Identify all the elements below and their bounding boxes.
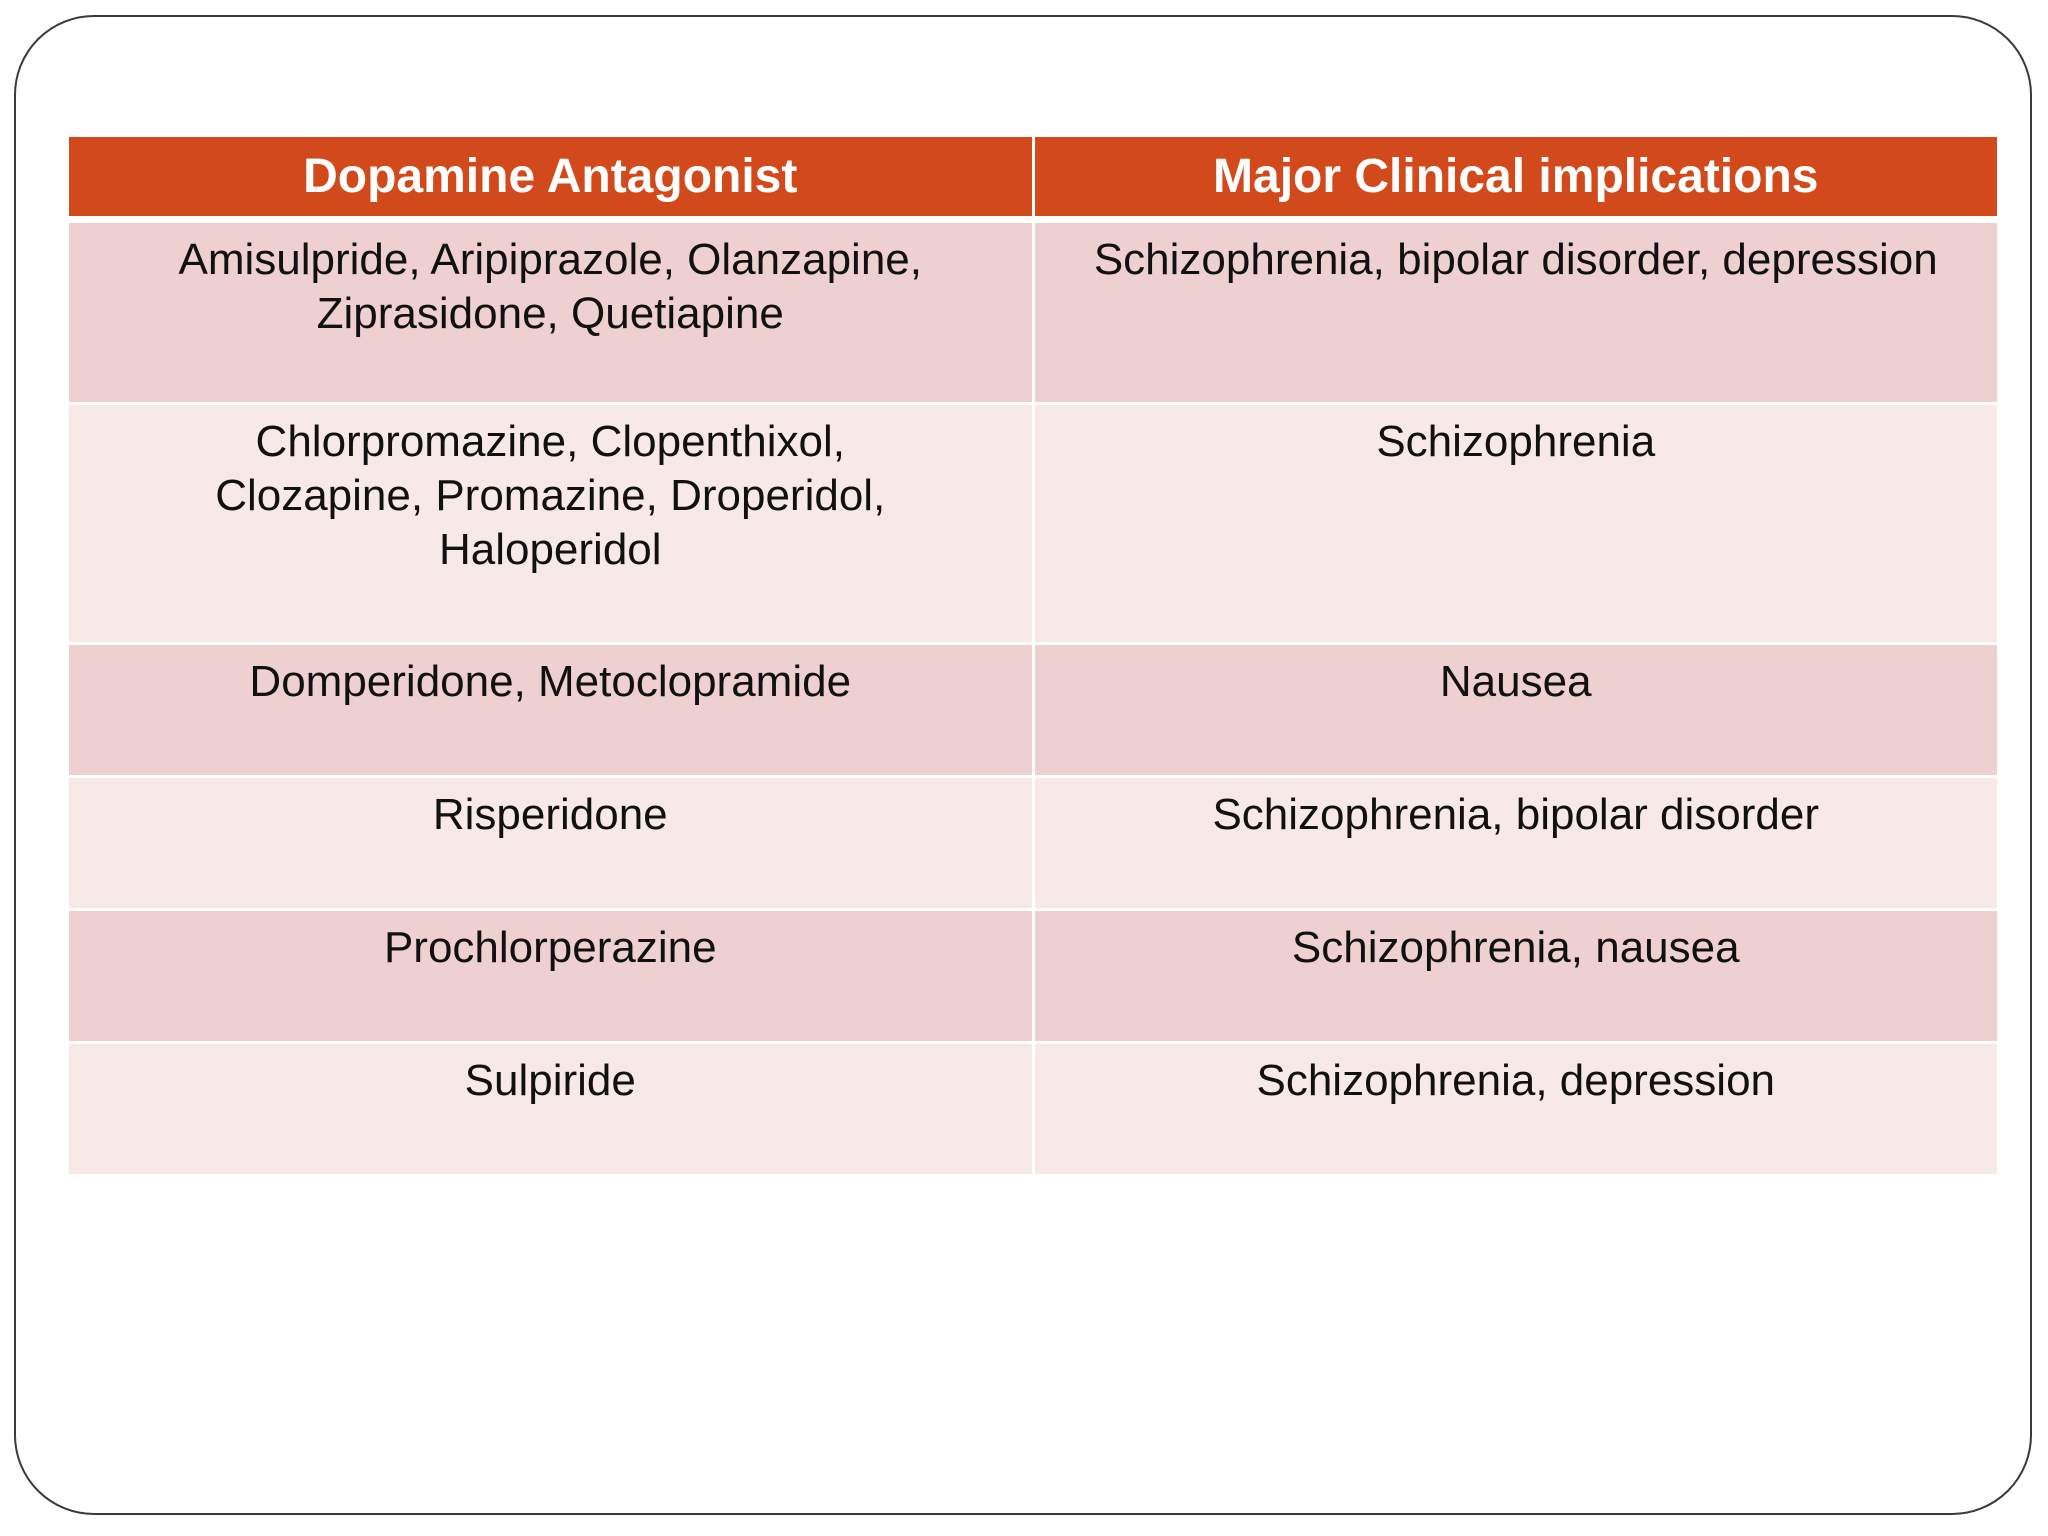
implication-cell: Schizophrenia, depression [1033,1043,1997,1175]
header-clinical-implications: Major Clinical implications [1033,137,1997,220]
drug-cell: Risperidone [69,777,1033,910]
implication-cell: Schizophrenia, bipolar disorder [1033,777,1997,910]
table-header-row [69,137,1997,220]
drug-cell: Sulpiride [69,1043,1033,1175]
implication-cell: Nausea [1033,644,1997,777]
table-row [69,1043,1997,1175]
drug-cell: Chlorpromazine, Clopenthixol, Clozapine, Promazine, Droperidol, Haloperidol [69,404,1033,644]
implication-cell: Schizophrenia, bipolar disorder, depression [1033,220,1997,404]
header-dopamine-antagonist: Dopamine Antagonist [69,137,1033,220]
table-row [69,777,1997,910]
drug-cell: Prochlorperazine [69,910,1033,1043]
drug-cell: Domperidone, Metoclopramide [69,644,1033,777]
implication-cell: Schizophrenia, nausea [1033,910,1997,1043]
table-row [69,910,1997,1043]
drug-cell: Amisulpride, Aripiprazole, Olanzapine, Ziprasidone, Quetiapine [69,220,1033,404]
table-row [69,220,1997,404]
table-row [69,404,1997,644]
implication-cell: Schizophrenia [1033,404,1997,644]
dopamine-antagonist-table [69,137,1997,1174]
table-row [69,644,1997,777]
